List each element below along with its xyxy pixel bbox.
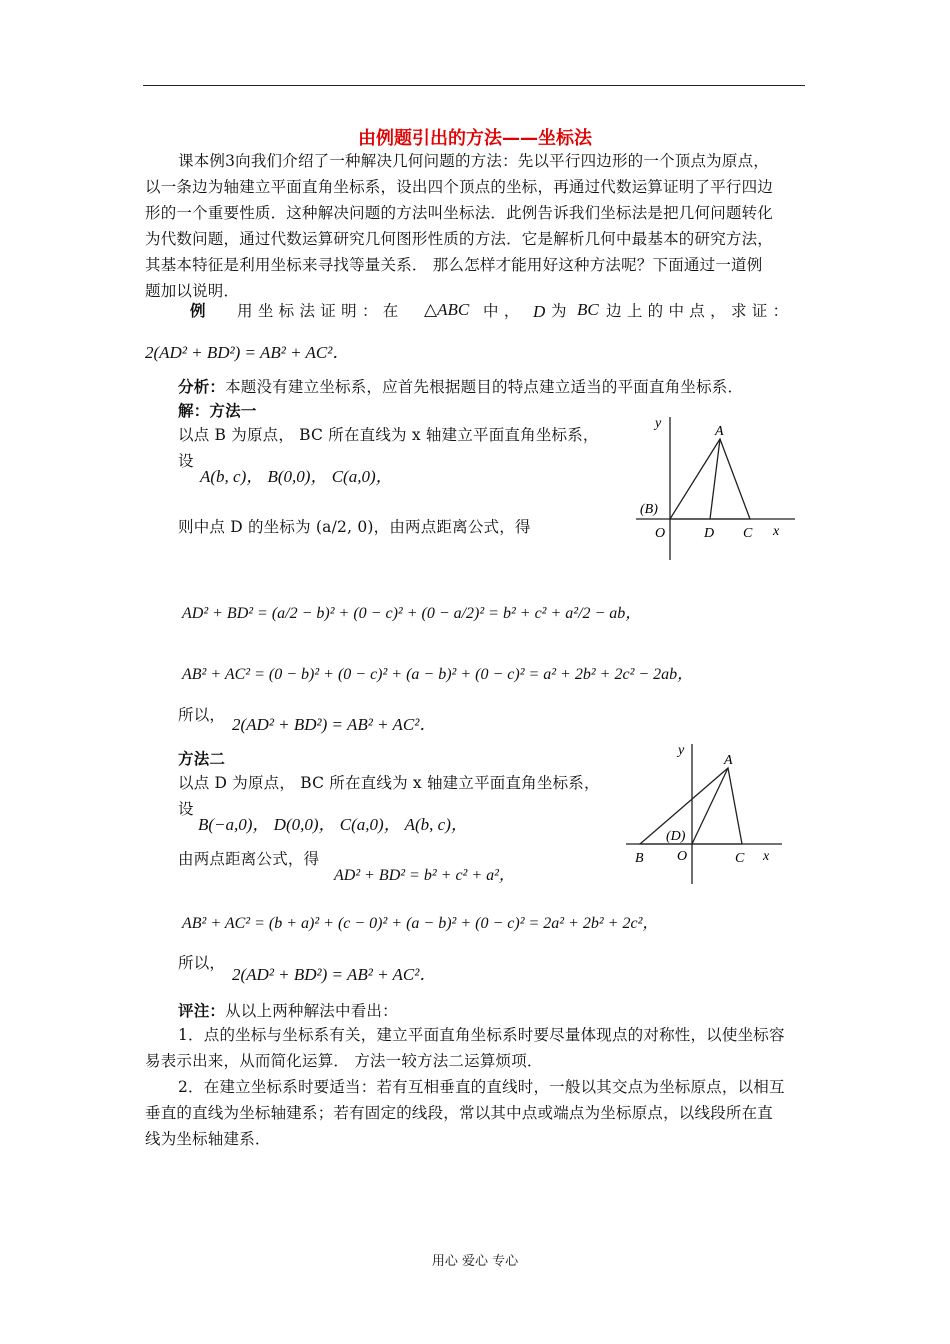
fig2-label-x: x <box>763 849 770 864</box>
method1-eq-1: AD² + BD² = (a/2 − b)² + (0 − c)² + (0 − a/2)² = b² + c² + a²/2 − ab， <box>182 605 642 622</box>
comment-p1-line-1: 1．点的坐标与坐标系有关，建立平面直角坐标系时要尽量体现点的对称性，以使坐标容 <box>178 1026 785 1044</box>
analysis-label: 分析： <box>178 377 226 396</box>
fig1-label-x: x <box>773 524 780 539</box>
comment-p2-line-1: 2．在建立坐标系时要适当：若有互相垂直的直线时，一般以其交点为坐标原点，以相互 <box>178 1078 785 1096</box>
comment <box>178 998 398 1024</box>
example-formula: 2(AD² + BD²) = AB² + AC²． <box>145 343 350 362</box>
method1-label: 解：方法一 <box>178 401 257 420</box>
example-text-4: 边 上 的 中 点 ， 求 证 ： <box>606 302 789 320</box>
fig1-label-y: y <box>655 416 662 431</box>
page-title: 由例题引出的方法——坐标法 <box>358 128 592 149</box>
method1-conclusion: 2(AD² + BD²) = AB² + AC²． <box>232 715 437 734</box>
fig1-label-b: (B) <box>640 502 658 517</box>
analysis <box>178 374 743 400</box>
method2-eq-0: AD² + BD² = b² + c² + a²， <box>334 867 515 884</box>
method2-label: 方法二 <box>178 749 226 768</box>
example-triangle: △ABC <box>424 300 470 319</box>
comment-p2-line-2: 垂直的直线为坐标轴建系；若有固定的线段，常以其中点或端点为坐标原点，以线段所在直 <box>145 1104 774 1122</box>
comment-p2-line-3: 线为坐标轴建系． <box>145 1130 271 1148</box>
method1-so-label: 所以， <box>178 706 226 724</box>
method1-line-1: 以点 B 为原点， BC 所在直线为 x 轴建立平面直角坐标系， <box>178 426 599 444</box>
method2-line-1: 以点 D 为原点， BC 所在直线为 x 轴建立平面直角坐标系， <box>178 774 600 792</box>
fig1-triangle <box>670 439 750 519</box>
analysis-text: 本题没有建立坐标系，应首先根据题目的特点建立适当的平面直角坐标系． <box>225 378 744 396</box>
method1-coords: A(b, c)， B(0,0)， C(a,0)， <box>200 467 393 486</box>
fig2-triangle <box>640 768 742 844</box>
figure-2 <box>620 738 790 888</box>
footer: 用心 爱心 专心 <box>431 1254 519 1269</box>
comment-label: 评注： <box>178 1001 226 1020</box>
method2-coords: B(−a,0)， D(0,0)， C(a,0)， A(b, c)， <box>198 815 468 834</box>
method2-line-2: 设 <box>178 800 194 818</box>
fig1-label-d: D <box>704 526 715 541</box>
example-point-d: D <box>533 302 546 321</box>
intro-line-3: 形的一个重要性质．这种解决问题的方法叫坐标法．此例告诉我们坐标法是把几何问题转化 <box>145 204 774 222</box>
fig2-label-o: O <box>677 849 688 864</box>
method2-so-label: 所以， <box>178 954 226 972</box>
example-text-3: 为 <box>551 302 567 320</box>
fig1-label-c: C <box>743 526 753 541</box>
method1-eq-2: AB² + AC² = (0 − b)² + (0 − c)² + (a − b)² + (0 − c)² = a² + 2b² + 2c² − 2ab， <box>182 666 694 683</box>
fig2-label-b: B <box>635 851 644 866</box>
fig1-label-o: O <box>655 526 666 541</box>
intro-line-4: 为代数问题，通过代数运算研究几何图形性质的方法．它是解析几何中最基本的研究方法， <box>145 230 774 248</box>
method2-eq-1: AB² + AC² = (b + a)² + (c − 0)² + (a − b)² + (0 − c)² = 2a² + 2b² + 2c²， <box>182 915 659 932</box>
example-segment-bc: BC <box>577 300 599 319</box>
comment-text: 从以上两种解法中看出： <box>225 1002 398 1020</box>
example-label: 例 <box>190 301 206 320</box>
fig2-label-d: (D) <box>666 829 686 844</box>
method2-conclusion: 2(AD² + BD²) = AB² + AC²． <box>232 965 437 984</box>
example-text-2: 中 ， <box>483 302 520 320</box>
method2-line-3: 由两点距离公式，得 <box>178 850 320 868</box>
fig1-median <box>710 439 720 519</box>
fig2-label-y: y <box>678 743 685 758</box>
fig2-label-a: A <box>724 753 733 768</box>
intro-line-2: 以一条边为轴建立平面直角坐标系，设出四个顶点的坐标，再通过代数运算证明了平行四边 <box>145 178 774 196</box>
header-rule <box>143 85 805 86</box>
intro-line-5: 其基本特征是利用坐标来寻找等量关系． 那么怎样才能用好这种方法呢？下面通过一道例 <box>145 256 763 274</box>
method1-line-2: 设 <box>178 452 194 470</box>
fig1-label-a: A <box>715 424 724 439</box>
intro-line-1: 课本例3向我们介绍了一种解决几何问题的方法：先以平行四边形的一个顶点为原点， <box>178 152 769 170</box>
fig2-median <box>692 768 728 844</box>
fig2-label-c: C <box>735 851 745 866</box>
example-text-1: 用 坐 标 法 证 明 ： 在 <box>237 302 399 320</box>
method1-line-3: 则中点 D 的坐标为 (a/2, 0)，由两点距离公式，得 <box>178 518 531 536</box>
intro-line-6: 题加以说明． <box>145 282 240 300</box>
figure-1 <box>630 405 800 565</box>
comment-p1-line-2: 易表示出来，从而简化运算． 方法一较方法二运算烦项． <box>145 1052 543 1070</box>
